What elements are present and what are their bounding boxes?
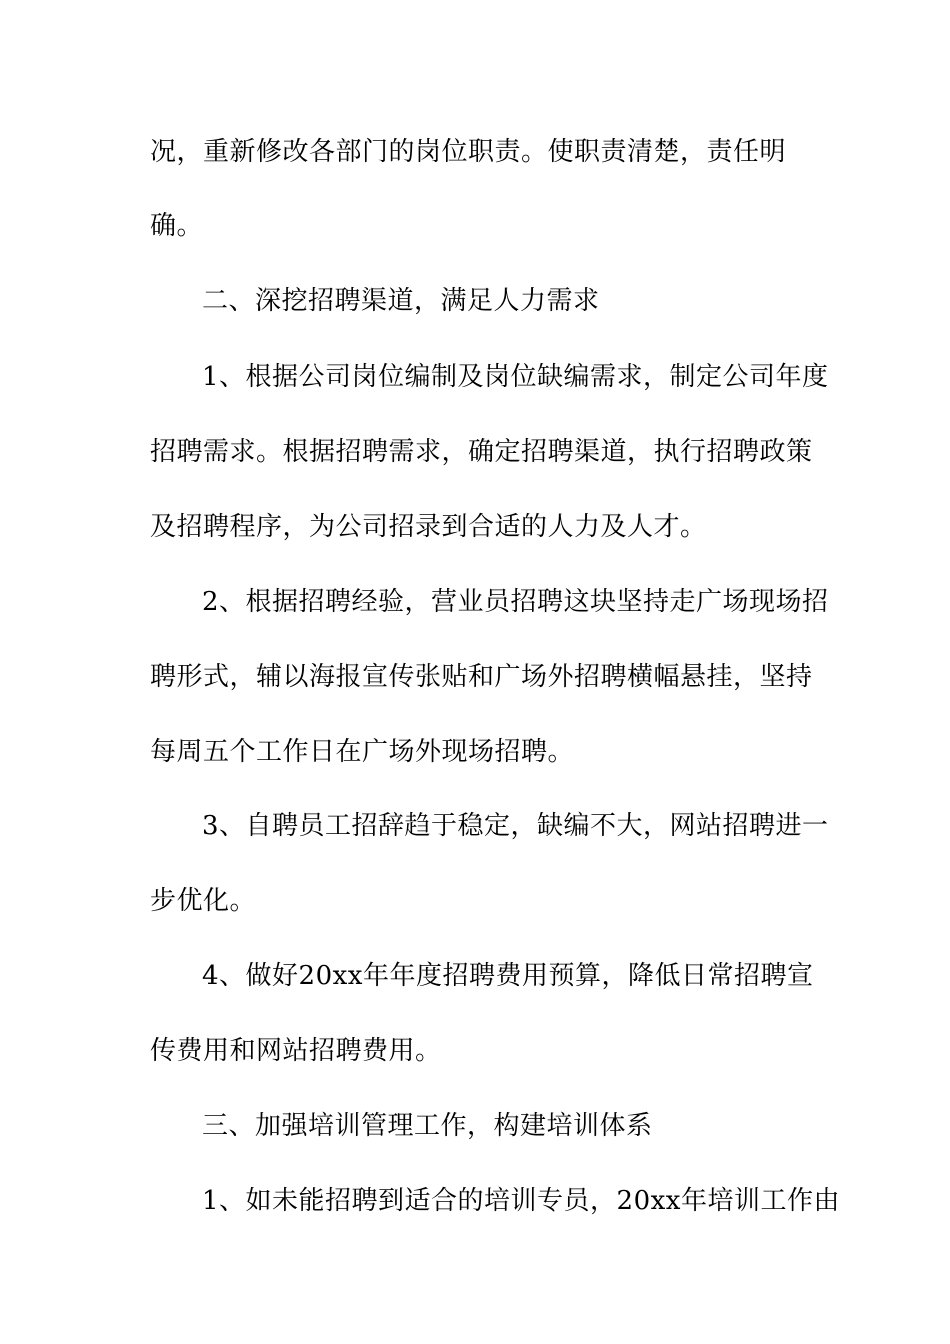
paragraph-line: 每周五个工作日在广场外现场招聘。 (150, 737, 575, 767)
paragraph-line: 及招聘程序，为公司招录到合适的人力及人才。 (150, 512, 707, 542)
paragraph-line: 2、根据招聘经验，营业员招聘这块坚持走广场现场招 (202, 587, 829, 617)
paragraph-line: 1、如未能招聘到适合的培训专员，20xx年培训工作由 (202, 1186, 840, 1216)
section-heading: 三、加强培训管理工作，构建培训体系 (202, 1111, 653, 1141)
paragraph-line: 4、做好20xx年年度招聘费用预算，降低日常招聘宣 (202, 961, 814, 991)
section-heading: 二、深挖招聘渠道，满足人力需求 (202, 286, 600, 316)
paragraph-line: 1、根据公司岗位编制及岗位缺编需求，制定公司年度 (202, 362, 829, 392)
paragraph-line: 传费用和网站招聘费用。 (150, 1036, 442, 1066)
paragraph-line: 3、自聘员工招辞趋于稳定，缺编不大，网站招聘进一 (202, 811, 829, 841)
paragraph-line: 步优化。 (150, 886, 257, 916)
paragraph-line: 确。 (150, 211, 204, 241)
paragraph-line: 招聘需求。根据招聘需求，确定招聘渠道，执行招聘政策 (150, 437, 813, 467)
paragraph-line: 况，重新修改各部门的岗位职责。使职责清楚，责任明 (150, 137, 787, 167)
paragraph-line: 聘形式，辅以海报宣传张贴和广场外招聘横幅悬挂，坚持 (150, 662, 813, 692)
